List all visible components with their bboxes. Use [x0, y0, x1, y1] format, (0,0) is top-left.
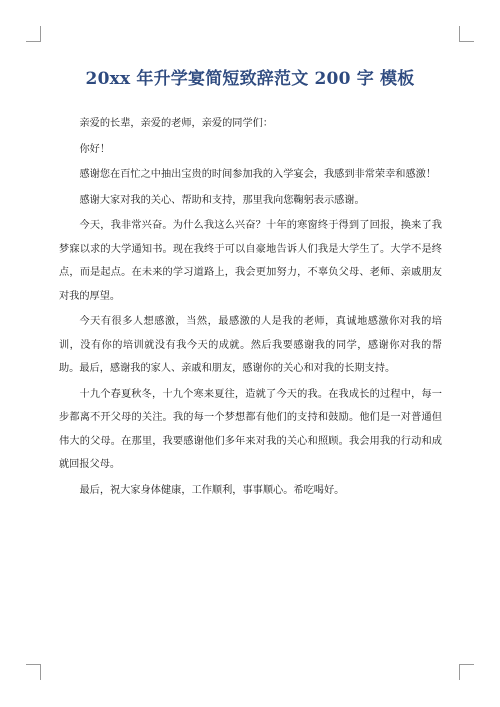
- paragraph: 今天有很多人想感激，当然，最感激的人是我的老师，真诚地感激你对我的培训，没有你的培训就没有我今天的成就。然后我要感谢我的同学，感谢你对我的帮助。最后，感谢我的家人、亲戚和朋友，感谢你的关心和对我的长期支持。: [59, 316, 442, 374]
- crop-mark-top-right: [459, 26, 460, 42]
- document-body: [59, 112, 442, 502]
- paragraph: 十九个春夏秋冬，十九个寒来夏往，造就了今天的我。在我成长的过程中，每一步都离不开父母的关注。我的每一个梦想都有他们的支持和鼓励。他们是一对普通但伟大的父母。在那里，我要感谢他们多年来对我的关心和照顾。我会用我的行动和成就回报父母。: [59, 388, 442, 470]
- paragraph: 感谢您在百忙之中抽出宝贵的时间参加我的入学宴会，我感到非常荣幸和感激！: [79, 169, 437, 180]
- crop-mark-top-left: [40, 26, 41, 42]
- crop-mark-bottom-left: [26, 664, 41, 665]
- paragraph: 感谢大家对我的关心、帮助和支持，那里我向您鞠躬表示感谢。: [79, 194, 365, 206]
- paragraph: 今天，我非常兴奋。为什么我这么兴奋？十年的寒窗终于得到了回报，换来了我梦寐以求的大学通知书。现在我终于可以自豪地告诉人们我是大学生了。大学不是终点，而是起点。在未来的学习道路上，我会更加努力，不辜负父母、老师、亲戚朋友对我的厚望。: [59, 220, 442, 302]
- crop-mark-bottom-right: [459, 664, 460, 680]
- paragraph-salutation: 亲爱的长辈，亲爱的老师，亲爱的同学们：: [79, 118, 274, 129]
- paragraph-closing: 最后，祝大家身体健康，工作顺利，事事顺心。希吃喝好。: [79, 484, 345, 496]
- crop-mark-bottom-left: [40, 664, 41, 680]
- crop-mark-bottom-right: [459, 664, 474, 665]
- paragraph-greeting: 你好！: [79, 143, 111, 155]
- crop-mark-top-left: [26, 41, 41, 42]
- document-title: 20xx 年升学宴简短致辞范文 200 字 模板: [85, 69, 415, 89]
- crop-mark-top-right: [459, 41, 474, 42]
